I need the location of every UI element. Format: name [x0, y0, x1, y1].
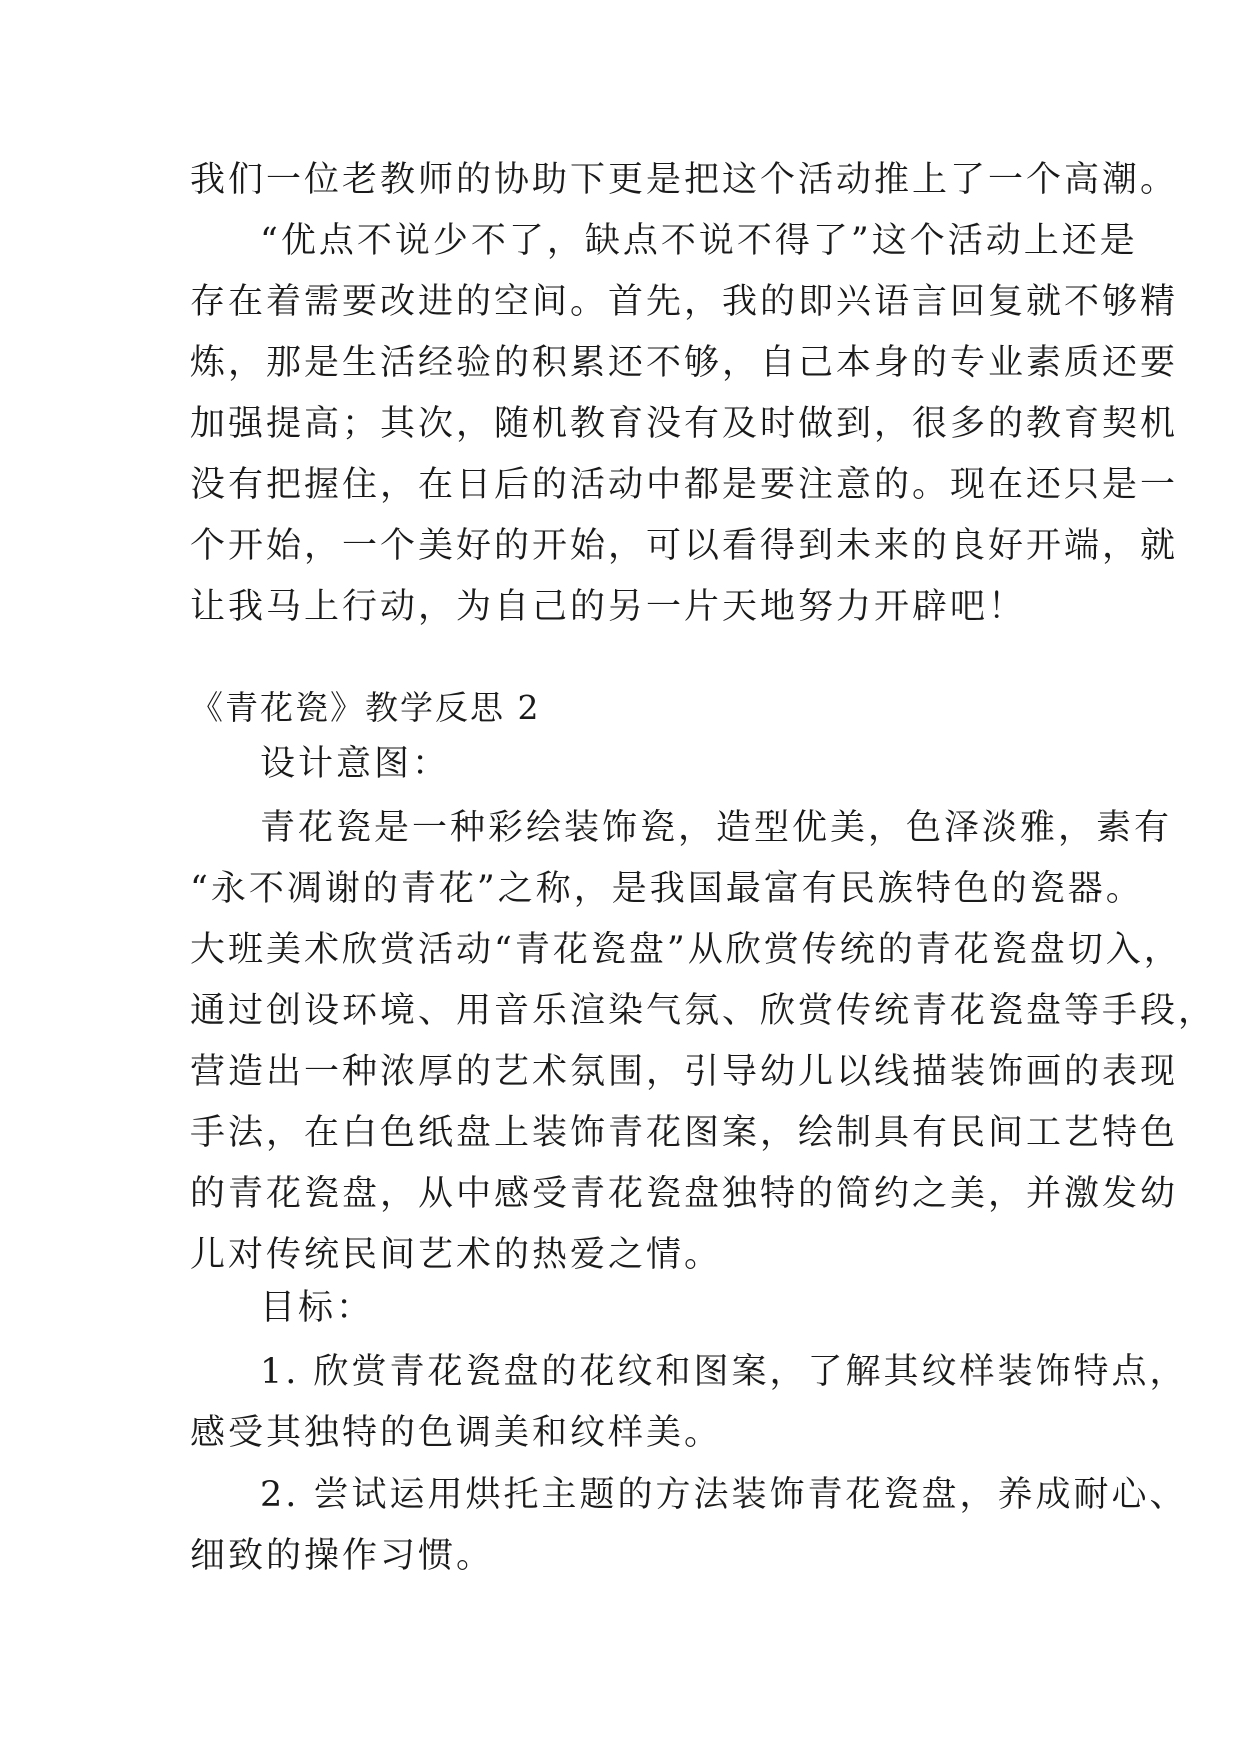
section-title: 《青花瓷》教学反思 2	[190, 688, 541, 727]
paragraph-line: 炼，那是生活经验的积累还不够，自己本身的专业素质还要	[190, 343, 1179, 383]
goals-label: 目标：	[260, 1288, 375, 1328]
paragraph-line: 1. 欣赏青花瓷盘的花纹和图案，了解其纹样装饰特点，	[260, 1352, 1188, 1392]
goal-item-1	[190, 1342, 1188, 1464]
paragraph-line: 儿对传统民间艺术的热爱之情。	[190, 1235, 723, 1275]
paragraph-line: 加强提高；其次，随机教育没有及时做到，很多的教育契机	[190, 404, 1179, 444]
design-intent-label-block	[190, 734, 1070, 795]
paragraph-line: 2. 尝试运用烘托主题的方法装饰青花瓷盘，养成耐心、	[260, 1475, 1188, 1515]
paragraph-line: 个开始，一个美好的开始，可以看得到未来的良好开端，就	[190, 526, 1179, 566]
paragraph-line: 营造出一种浓厚的艺术氛围，引导幼儿以线描装饰画的表现	[190, 1052, 1179, 1092]
paragraph-line: 大班美术欣赏活动“青花瓷盘”从欣赏传统的青花瓷盘切入，	[190, 930, 1182, 970]
paragraph-line: 的青花瓷盘，从中感受青花瓷盘独特的简约之美，并激发幼	[190, 1174, 1179, 1214]
paragraph-line: 我们一位老教师的协助下更是把这个活动推上了一个高潮。	[190, 160, 1179, 200]
design-intent-label: 设计意图：	[260, 744, 451, 784]
paragraph-line: 通过创设环境、用音乐渲染气氛、欣赏传统青花瓷盘等手段，	[190, 991, 1217, 1031]
paragraph-line: 青花瓷是一种彩绘装饰瓷，造型优美，色泽淡雅，素有	[260, 808, 1173, 848]
paragraph-line: 让我马上行动，为自己的另一片天地努力开辟吧！	[190, 587, 1027, 627]
carryover-paragraph	[190, 150, 1179, 211]
goals-label-block	[190, 1278, 1070, 1339]
paragraph-line: 没有把握住，在日后的活动中都是要注意的。现在还只是一	[190, 465, 1179, 505]
paragraph-line: 存在着需要改进的空间。首先，我的即兴语言回复就不够精	[190, 282, 1179, 322]
goal-item-2	[190, 1465, 1188, 1587]
paragraph-line: 感受其独特的色调美和纹样美。	[190, 1413, 723, 1453]
paragraph-line: 细致的操作习惯。	[190, 1536, 495, 1576]
paragraph-line: 手法，在白色纸盘上装饰青花图案，绘制具有民间工艺特色	[190, 1113, 1179, 1153]
paragraph-line: “永不凋谢的青花”之称，是我国最富有民族特色的瓷器。	[190, 869, 1144, 909]
design-intent-paragraph	[190, 798, 1217, 1286]
paragraph-line: “优点不说少不了，缺点不说不得了”这个活动上还是	[260, 221, 1138, 261]
reflection-paragraph	[190, 211, 1179, 638]
